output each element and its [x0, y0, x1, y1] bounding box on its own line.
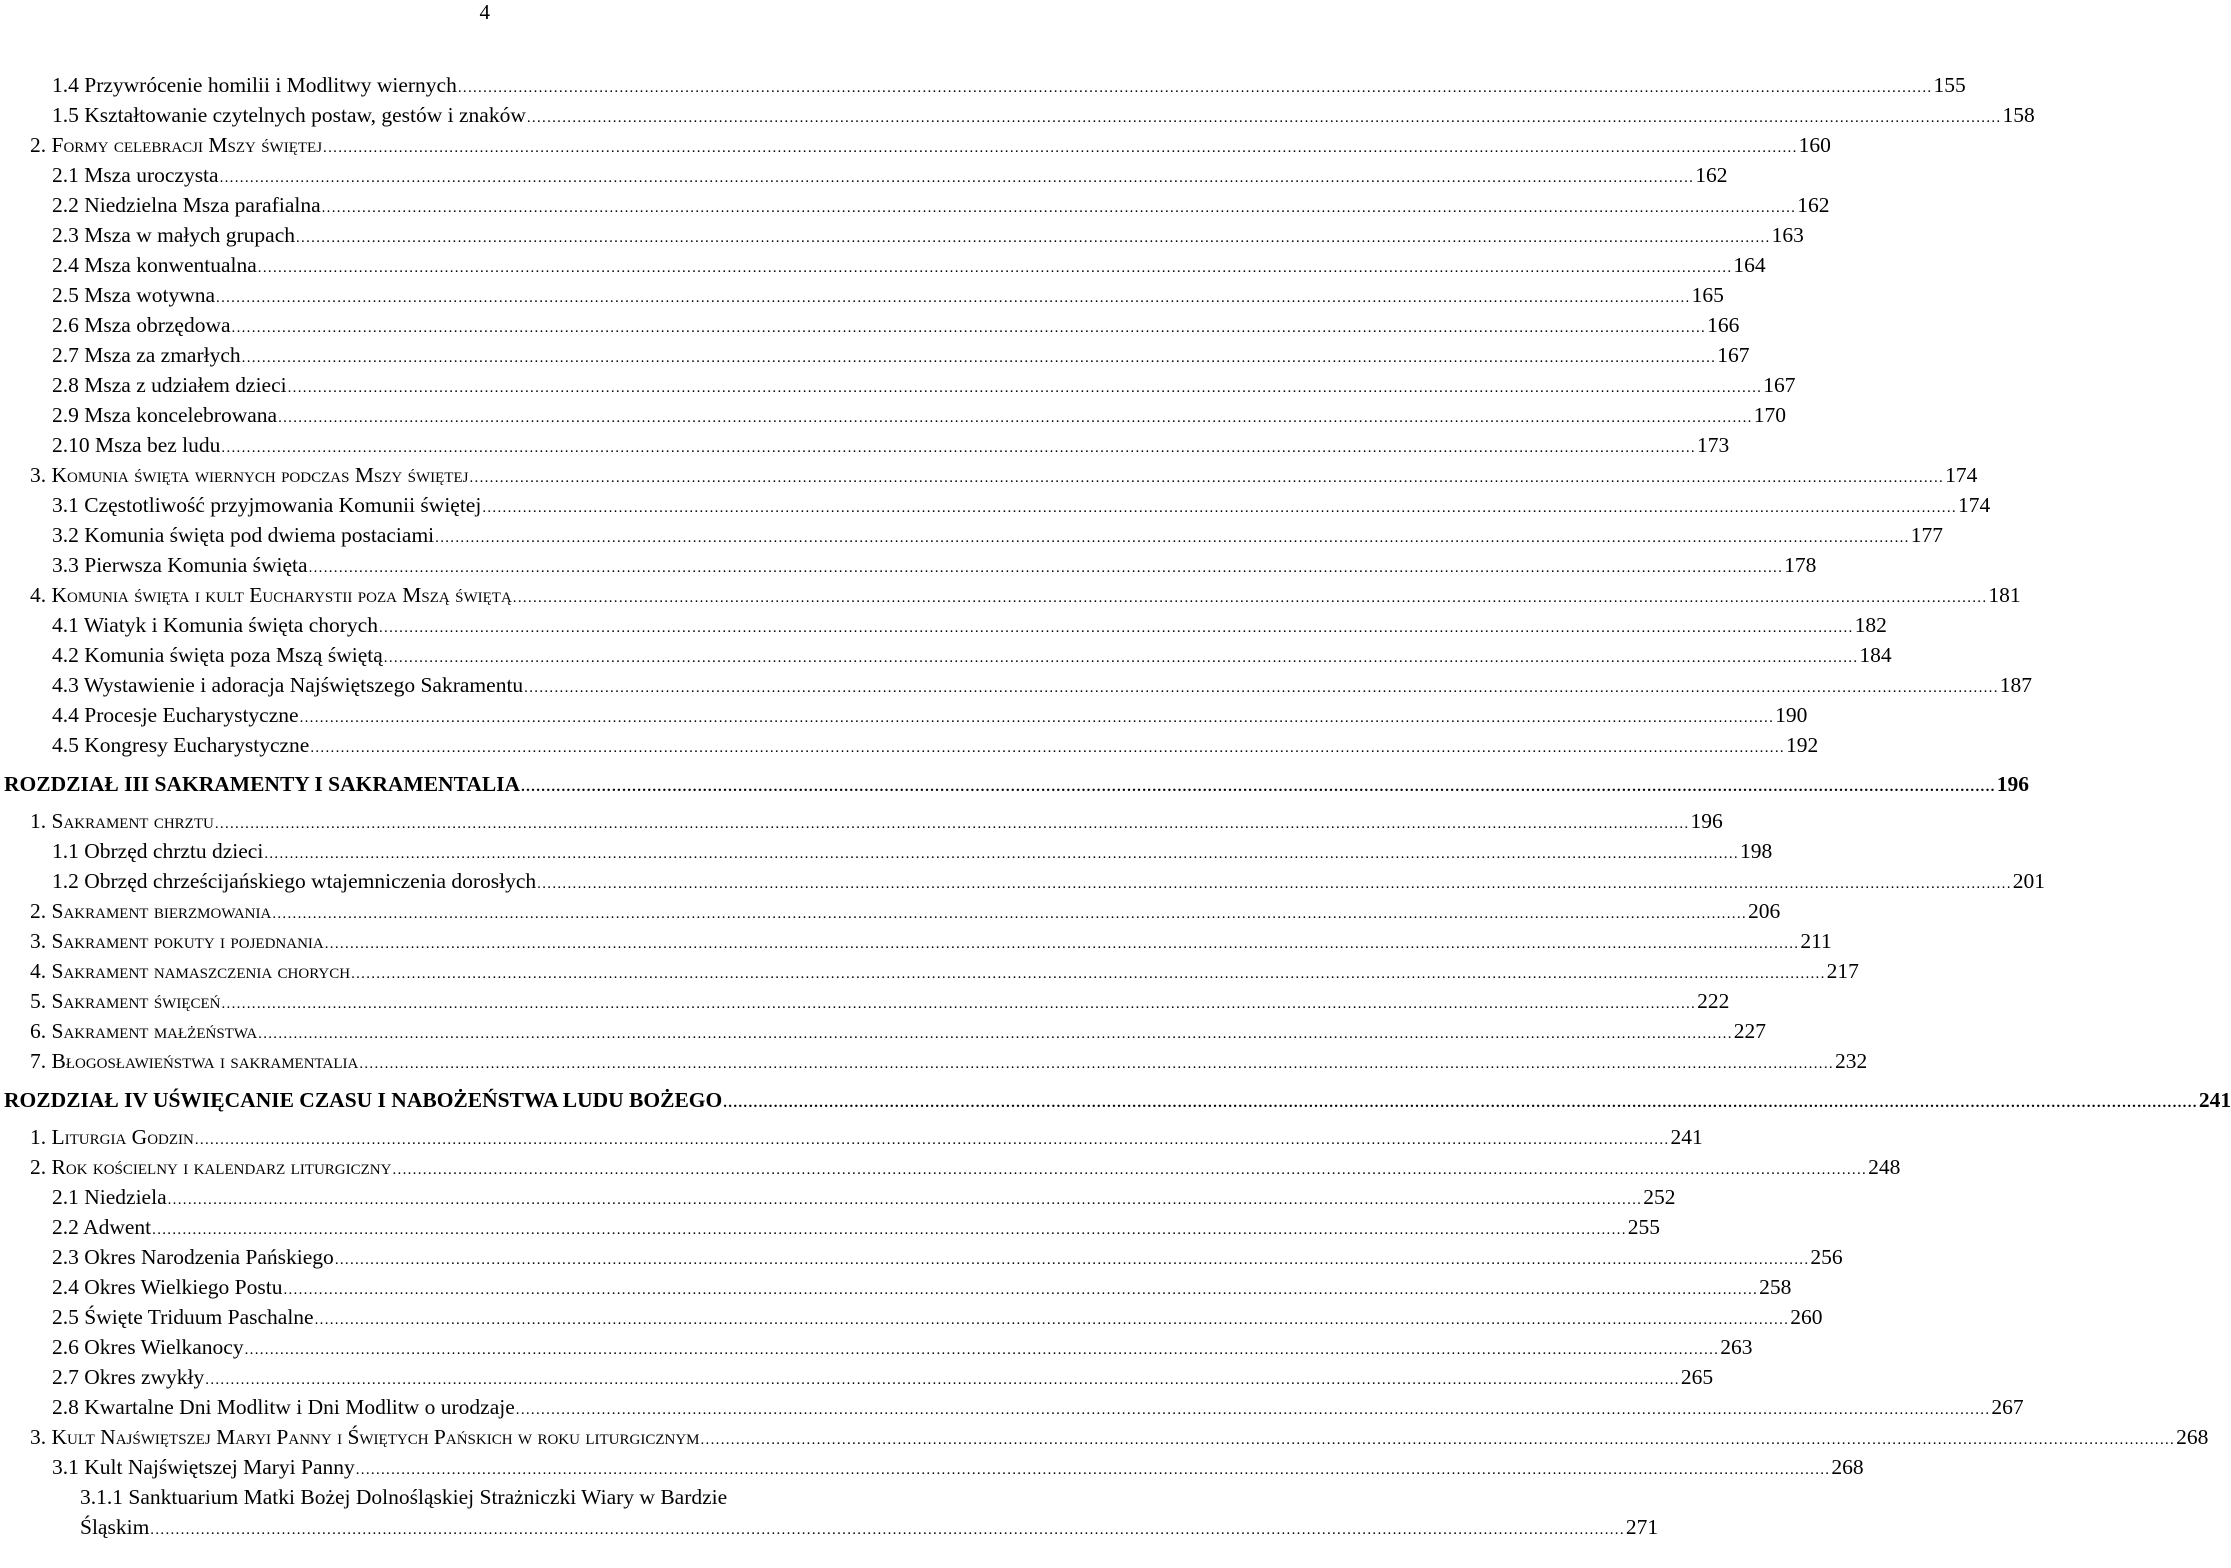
dot-leader: [469, 463, 1944, 493]
toc-entry-number: 2.2: [52, 1215, 79, 1239]
toc-entry: [0, 1362, 1714, 1392]
toc-entry-label: [30, 986, 221, 1016]
toc-entry-number: 4.2: [52, 643, 79, 667]
toc-page-number: 164: [1733, 253, 1766, 277]
toc-entry-title: Wiatyk i Komunia święta chorych: [83, 613, 378, 637]
dot-leader: [216, 283, 1691, 313]
toc-page-number: 201: [2012, 869, 2046, 893]
toc-entry-label: [52, 1272, 282, 1302]
toc-entry-label: [30, 130, 322, 160]
toc-entry: [0, 640, 1892, 670]
toc-entry-number: 4.5: [52, 733, 79, 757]
toc-entry-number: 2.: [30, 899, 47, 923]
toc-entry: [0, 1242, 1843, 1272]
toc-entry-number: 3.2: [52, 523, 79, 547]
toc-page-number: 260: [1790, 1305, 1823, 1329]
toc-entry-label: [30, 1152, 391, 1182]
toc-entry: [0, 400, 1786, 430]
toc-page-number: 255: [1627, 1215, 1661, 1239]
toc-entry-title: Kwartalne Dni Modlitw i Dni Modlitw o urodzaje: [84, 1395, 515, 1419]
dot-leader: [335, 1245, 1810, 1275]
toc-entry: [0, 1272, 1792, 1302]
toc-entry-label: [52, 550, 308, 580]
toc-entry-title: Msza uroczysta: [84, 163, 219, 187]
dot-leader: [524, 673, 1999, 703]
toc-entry-label: [52, 310, 231, 340]
toc-entry-title: Niedzielna Msza parafialna: [84, 193, 321, 217]
page-number: 4: [479, 0, 490, 24]
toc-page-number: 258: [1759, 1275, 1792, 1299]
toc-entry: [0, 430, 1730, 460]
toc-entry-title: Rok kościelny i kalendarz liturgiczny: [51, 1155, 392, 1179]
dot-leader: [325, 929, 1800, 959]
toc-entry-title: ROZDZIAŁ III SAKRAMENTY I SAKRAMENTALIA: [4, 772, 521, 796]
toc-entry-label: [52, 1362, 204, 1392]
toc-entry-title: Msza w małych grupach: [84, 223, 295, 247]
toc-page-number: 241: [2198, 1088, 2231, 1112]
toc-entry-label: [52, 100, 526, 130]
toc-entry-label: [52, 280, 215, 310]
toc-entry-number: 2.: [30, 133, 47, 157]
dot-leader: [296, 223, 1771, 253]
dot-leader: [315, 1305, 1790, 1335]
toc-entry: [0, 550, 1817, 580]
dot-leader: [322, 193, 1797, 223]
toc-entry: [0, 70, 1966, 100]
toc-entry-number: 3.: [30, 1425, 47, 1449]
dot-leader: [278, 403, 1753, 433]
toc-entry-title: Obrzęd chrześcijańskiego wtajemniczenia dorosłych: [84, 869, 537, 893]
toc-entry: [0, 160, 1728, 190]
toc-page-number: 167: [1763, 373, 1796, 397]
toc-entry-title: Wystawienie i adoracja Najświętszego Sakramentu: [83, 673, 524, 697]
toc-entry: [0, 1016, 1767, 1046]
toc-entry: [0, 926, 1832, 956]
toc-chapter-heading: [0, 1082, 2231, 1118]
toc-entry-title: Okres Wielkanocy: [84, 1335, 244, 1359]
toc-entry-number: 4.: [30, 583, 47, 607]
toc-entry: [0, 896, 1781, 926]
toc-page-number: 174: [1957, 493, 1991, 517]
toc-entry: [0, 130, 1831, 160]
toc-entry-number: 1.: [30, 809, 47, 833]
toc-page-number: 177: [1910, 523, 1943, 547]
toc-page-number: 155: [1933, 73, 1966, 97]
toc-entry-title: Okres Wielkiego Postu: [84, 1275, 283, 1299]
toc-entry-number: 2.4: [52, 1275, 79, 1299]
toc-entry: [0, 1482, 1659, 1545]
dot-leader: [232, 313, 1707, 343]
toc-entry: [0, 866, 2046, 896]
dot-leader: [516, 1395, 1991, 1425]
toc-entry-title: Msza koncelebrowana: [84, 403, 278, 427]
dot-leader: [221, 433, 1696, 463]
toc-page-number: 198: [1739, 839, 1773, 863]
toc-page-number: 196: [1996, 772, 2029, 796]
toc-entry-number: 2.6: [52, 1335, 79, 1359]
toc-entry-number: 2.5: [52, 1305, 79, 1329]
dot-leader: [245, 1335, 1720, 1365]
toc-entry-title: Komunia święta wiernych podczas Mszy świętej: [51, 463, 469, 487]
toc-page-number: 190: [1775, 703, 1808, 727]
toc-entry-number: 3.1: [52, 1455, 79, 1479]
toc-page-number: 192: [1785, 733, 1819, 757]
toc-page-number: 241: [1670, 1125, 1703, 1149]
toc-entry: [0, 1182, 1676, 1212]
toc-entry-label: [52, 610, 378, 640]
toc-entry: [0, 310, 1740, 340]
toc-entry-title: ROZDZIAŁ IV UŚWIĘCANIE CZASU I NABOŻEŃSTWA LUDU BOŻEGO: [4, 1088, 723, 1112]
toc-entry-number: 2.8: [52, 1395, 79, 1419]
toc-entry: [0, 520, 1943, 550]
toc-entry-number: 3.1.1: [80, 1485, 123, 1509]
toc-entry-number: 7.: [30, 1049, 47, 1073]
toc-entry: [0, 370, 1796, 400]
toc-entry-label: [52, 340, 241, 370]
toc-entry-number: 3.1: [52, 493, 79, 517]
dot-leader: [359, 1049, 1834, 1079]
toc-page-number: 222: [1697, 989, 1730, 1013]
toc-entry-title: Święte Triduum Paschalne: [84, 1305, 314, 1329]
dot-leader: [356, 1455, 1831, 1485]
toc-entry: [0, 250, 1766, 280]
dot-leader: [379, 613, 1854, 643]
toc-entry-label: [52, 1332, 244, 1362]
toc-entry-number: 1.: [30, 1125, 47, 1149]
toc-entry: [0, 700, 1808, 730]
toc-entry: [0, 1332, 1753, 1362]
toc-entry-title: Procesje Eucharystyczne: [84, 703, 299, 727]
dot-leader: [323, 133, 1798, 163]
toc-page-number: 252: [1643, 1185, 1676, 1209]
toc-entry-label: [52, 1392, 515, 1422]
toc-page-number: 178: [1784, 553, 1817, 577]
toc-entry-label: [52, 700, 299, 730]
toc-page-number: 227: [1733, 1019, 1767, 1043]
toc-entry-label: [52, 250, 257, 280]
dot-leader: [701, 1425, 2176, 1455]
toc-entry-number: 6.: [30, 1019, 47, 1043]
toc-entry-number: 3.: [30, 929, 47, 953]
toc-entry: [0, 610, 1887, 640]
toc-entry: [0, 986, 1730, 1016]
toc-entry: [0, 100, 2035, 130]
toc-entry-label: [30, 926, 324, 956]
toc-entry-number: 2.1: [52, 163, 79, 187]
toc-entry-label: [4, 1082, 722, 1118]
dot-leader: [482, 493, 1957, 523]
toc-entry-label: [30, 806, 214, 836]
toc-entry-title: Komunia święta poza Mszą świętą: [84, 643, 383, 667]
toc-entry-label: [52, 836, 263, 866]
toc-page-number: 166: [1707, 313, 1740, 337]
dot-leader: [309, 553, 1784, 583]
toc-entry-title: Msza z udziałem dzieci: [84, 373, 287, 397]
toc-entry-label: [52, 1182, 167, 1212]
toc-entry-title: Kult Najświętszej Maryi Panny: [84, 1455, 355, 1479]
toc-entry-title: Sakrament namaszczenia chorych: [51, 959, 351, 983]
toc-page-number: 256: [1810, 1245, 1843, 1269]
toc-entry-label: [4, 766, 520, 802]
toc-entry-title: Okres Narodzenia Pańskiego: [84, 1245, 334, 1269]
toc-entry-label: [52, 70, 457, 100]
toc-entry: [0, 730, 1819, 760]
toc-entry: [0, 340, 1750, 370]
toc-entry-label: [30, 1046, 358, 1076]
toc-page-number: 196: [1690, 809, 1723, 833]
toc-entry: [0, 836, 1773, 866]
dot-leader: [310, 733, 1785, 763]
toc-page-number: 170: [1753, 403, 1786, 427]
toc-page-number: 167: [1717, 343, 1750, 367]
toc-entry-title: Msza za zmarłych: [84, 343, 241, 367]
toc-page-number: 174: [1945, 463, 1978, 487]
toc-entry-label: [80, 1485, 727, 1509]
toc-entry-title: Sakrament święceń: [51, 989, 221, 1013]
toc-entry-number: 1.5: [52, 103, 79, 127]
toc-entry: [0, 1392, 2024, 1422]
toc-entry-number: 2.1: [52, 1185, 79, 1209]
toc-entry-label: [52, 1212, 151, 1242]
toc-page-number: 181: [1988, 583, 2021, 607]
toc-page-number: 248: [1868, 1155, 1901, 1179]
toc-entry-title: Sakrament pokuty i pojednania: [51, 929, 324, 953]
toc-entry-label: [52, 866, 536, 896]
toc-entry: [0, 490, 1991, 520]
toc-page-number: 271: [1625, 1515, 1659, 1539]
toc-entry-number: 2.10: [52, 433, 90, 457]
toc-entry-label: [30, 956, 350, 986]
dot-leader: [458, 73, 1933, 103]
table-of-contents: [0, 70, 2231, 1545]
dot-leader: [264, 839, 1739, 869]
toc-entry: [0, 280, 1724, 310]
toc-entry: [0, 1422, 2209, 1452]
toc-entry-title: Sakrament małżeństwa: [51, 1019, 258, 1043]
dot-leader: [220, 163, 1695, 193]
toc-entry-title: Msza obrzędowa: [84, 313, 231, 337]
toc-entry-number: 1.1: [52, 839, 79, 863]
toc-entry-number: 2.: [30, 1155, 47, 1179]
toc-page-number: 165: [1691, 283, 1724, 307]
toc-entry-number: 5.: [30, 989, 47, 1013]
dot-leader: [272, 899, 1747, 929]
toc-page-number: 163: [1771, 223, 1804, 247]
dot-leader: [435, 523, 1910, 553]
toc-page-number: 158: [2002, 103, 2035, 127]
toc-entry-number: 3.: [30, 463, 47, 487]
dot-leader: [537, 869, 2012, 899]
dot-leader: [150, 1515, 1625, 1545]
toc-page-number: 173: [1697, 433, 1730, 457]
toc-entry-label: [30, 1016, 257, 1046]
toc-entry-number: 3.3: [52, 553, 79, 577]
toc-entry: [0, 1452, 1864, 1482]
toc-entry-label: [52, 670, 523, 700]
toc-entry-label: [52, 190, 321, 220]
toc-entry-title: Sanktuarium Matki Bożej Dolnośląskiej Strażniczki Wiary w Bardzie: [128, 1485, 728, 1509]
toc-page-number: 162: [1695, 163, 1728, 187]
dot-leader: [168, 1185, 1643, 1215]
toc-page-number: 217: [1826, 959, 1859, 983]
toc-entry-number: 2.5: [52, 283, 79, 307]
toc-entry: [0, 220, 1804, 250]
toc-entry-number: 1.2: [52, 869, 79, 893]
toc-entry-label: [52, 430, 220, 460]
dot-leader: [258, 253, 1733, 283]
toc-page-number: 265: [1680, 1365, 1714, 1389]
toc-entry-number: 4.3: [52, 673, 79, 697]
dot-leader: [152, 1215, 1627, 1245]
toc-entry-number: 2.7: [52, 1365, 79, 1389]
toc-entry-number: 2.3: [52, 223, 79, 247]
toc-entry-title: Niedziela: [84, 1185, 167, 1209]
toc-entry-label: [30, 1422, 700, 1452]
toc-page-number: 184: [1859, 643, 1892, 667]
toc-entry-label: [52, 370, 287, 400]
toc-entry-title: Kult Najświętszej Maryi Panny i Świętych Pańskich w roku liturgicznym: [51, 1425, 700, 1449]
toc-entry-label: [52, 220, 295, 250]
toc-entry: [0, 1152, 1901, 1182]
toc-chapter-heading: [0, 766, 2029, 802]
toc-page-number: 267: [1991, 1395, 2024, 1419]
toc-entry-title-continued: Śląskim: [80, 1515, 150, 1539]
toc-page-number: 160: [1798, 133, 1831, 157]
toc-entry-title: Pierwsza Komunia święta: [84, 553, 308, 577]
toc-entry-label: [52, 490, 481, 520]
toc-entry-number: 4.4: [52, 703, 79, 727]
toc-entry-number: 2.9: [52, 403, 79, 427]
toc-entry-number: 2.7: [52, 343, 79, 367]
dot-leader: [215, 809, 1690, 839]
toc-page-number: 182: [1854, 613, 1887, 637]
dot-leader: [195, 1125, 1670, 1155]
toc-entry: [0, 1212, 1661, 1242]
toc-entry-label: [30, 460, 468, 490]
toc-page-number: 268: [2176, 1425, 2209, 1449]
toc-page-number: 206: [1747, 899, 1781, 923]
toc-entry-number: 4.1: [52, 613, 79, 637]
dot-leader: [205, 1365, 1680, 1395]
toc-entry-label: [30, 896, 271, 926]
toc-entry-title: Błogosławieństwa i sakramentalia: [51, 1049, 359, 1073]
dot-leader: [521, 769, 1996, 805]
toc-entry-label: [52, 160, 219, 190]
toc-page-number: 232: [1834, 1049, 1868, 1073]
toc-entry-label: [52, 640, 383, 670]
toc-entry-label: [52, 1302, 314, 1332]
toc-entry-number: 4.: [30, 959, 47, 983]
toc-entry-title: Msza konwentualna: [84, 253, 257, 277]
toc-entry-title: Kształtowanie czytelnych postaw, gestów i znaków: [84, 103, 526, 127]
dot-leader: [513, 583, 1988, 613]
dot-leader: [283, 1275, 1758, 1305]
dot-leader: [258, 1019, 1733, 1049]
toc-entry-title: Obrzęd chrztu dzieci: [84, 839, 264, 863]
toc-page-number: 263: [1720, 1335, 1753, 1359]
toc-entry: [0, 1122, 1703, 1152]
toc-entry: [0, 1302, 1823, 1332]
toc-entry-label: [52, 1452, 355, 1482]
toc-page-number: 162: [1797, 193, 1830, 217]
toc-entry-label: [52, 730, 309, 760]
toc-entry-title: Komunia święta pod dwiema postaciami: [84, 523, 435, 547]
toc-entry-number: 2.4: [52, 253, 79, 277]
toc-entry-label: [30, 1122, 194, 1152]
toc-entry-title: Sakrament chrztu: [51, 809, 214, 833]
dot-leader: [242, 343, 1717, 373]
toc-entry-label: [52, 1242, 334, 1272]
toc-entry-label: [52, 520, 434, 550]
toc-entry-label: [52, 400, 277, 430]
toc-entry-title: Liturgia Godzin: [51, 1125, 194, 1149]
toc-entry-number: 1.4: [52, 73, 79, 97]
toc-entry-number: 2.2: [52, 193, 79, 217]
dot-leader: [392, 1155, 1867, 1185]
dot-leader: [222, 989, 1697, 1019]
toc-entry-title: Msza bez ludu: [95, 433, 221, 457]
toc-entry-title: Msza wotywna: [84, 283, 216, 307]
toc-entry: [0, 580, 2021, 610]
dot-leader: [723, 1085, 2198, 1121]
dot-leader: [300, 703, 1775, 733]
toc-entry-number: 2.3: [52, 1245, 79, 1269]
toc-entry: [0, 1046, 1868, 1076]
toc-entry-title: Adwent: [83, 1215, 152, 1239]
toc-entry-number: 2.6: [52, 313, 79, 337]
toc-entry: [0, 190, 1830, 220]
toc-entry-title: Formy celebracji Mszy świętej: [51, 133, 323, 157]
toc-entry-title: Kongresy Eucharystyczne: [84, 733, 310, 757]
dot-leader: [288, 373, 1763, 403]
toc-entry-number: 2.8: [52, 373, 79, 397]
toc-page-number: 187: [1999, 673, 2033, 697]
dot-leader: [351, 959, 1826, 989]
toc-entry: [0, 956, 1859, 986]
toc-entry-title: Sakrament bierzmowania: [51, 899, 272, 923]
dot-leader: [527, 103, 2002, 133]
toc-entry-label: [30, 580, 512, 610]
toc-entry-title: Komunia święta i kult Eucharystii poza Mszą świętą: [51, 583, 512, 607]
toc-page-number: 268: [1831, 1455, 1864, 1479]
dot-leader: [384, 643, 1859, 673]
toc-entry: [0, 460, 1978, 490]
toc-entry: [0, 670, 2033, 700]
toc-page-number: 211: [1800, 929, 1832, 953]
toc-entry: [0, 806, 1723, 836]
toc-entry-title: Częstotliwość przyjmowania Komunii świętej: [84, 493, 482, 517]
toc-entry-title: Przywrócenie homilii i Modlitwy wiernych: [84, 73, 457, 97]
toc-entry-title: Okres zwykły: [84, 1365, 205, 1389]
